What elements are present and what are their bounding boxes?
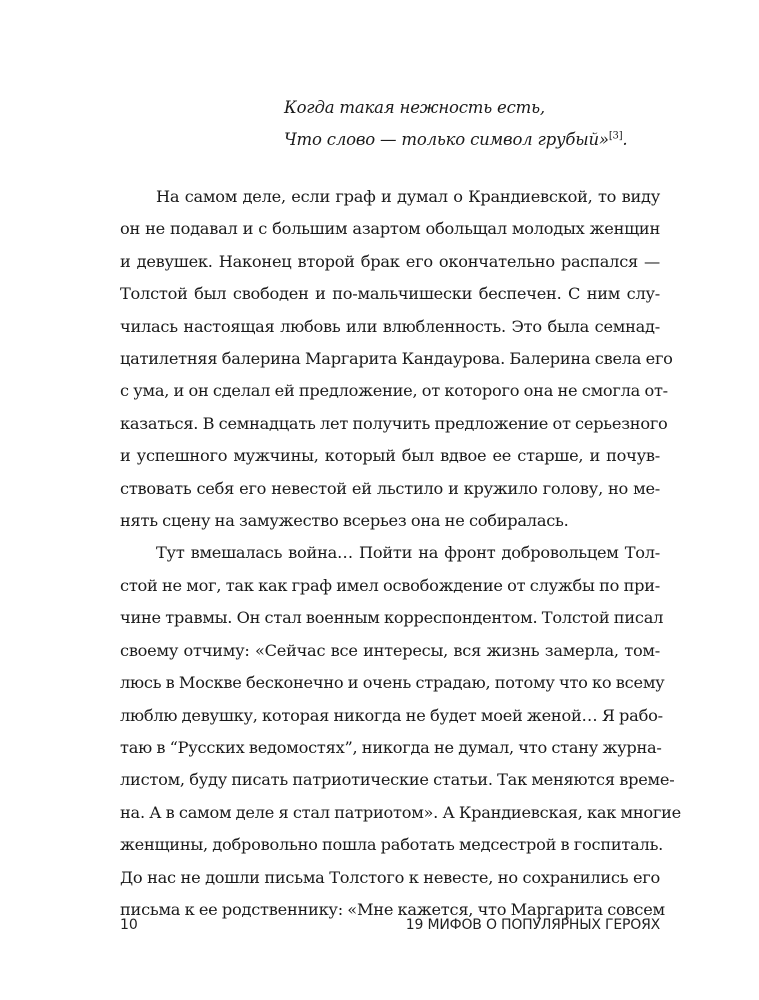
body-text — [120, 181, 682, 926]
text-line: нять сцену на замужество всерьез она не собиралась. — [120, 511, 569, 531]
text-line: на. А в самом деле я стал патриотом». А Крандиевская, как многие — [120, 802, 682, 822]
text-line: листом, буду писать патриотические статьи. Так меняются време- — [120, 770, 675, 790]
text-line: чилась настоящая любовь или влюбленность. Это была семнад- — [120, 316, 660, 336]
paragraph-1 — [120, 181, 673, 537]
poem-line-trailing: . — [622, 130, 628, 149]
page-number: 10 — [120, 917, 138, 933]
text-line: люсь в Москве бесконечно и очень страдаю, потому что ко всему — [120, 673, 665, 693]
poem-line: Когда такая нежность есть, — [284, 98, 545, 117]
text-line: таю в “Русских ведомостях”, никогда не думал, что стану журна- — [120, 737, 662, 757]
text-line: своему отчиму: «Сейчас все интересы, вся жизнь замерла, том- — [120, 640, 660, 660]
text-line: цатилетняя балерина Маргарита Кандаурова. Балерина свела его — [120, 349, 673, 369]
epigraph-poem — [284, 92, 684, 156]
poem-line-text: Что слово — только символ грубый» — [284, 130, 609, 149]
text-line: Толстой был свободен и по-мальчишески беспечен. С ним слу- — [120, 284, 660, 304]
paragraph-2 — [120, 537, 682, 926]
text-line: с ума, и он сделал ей предложение, от которого она не смогла от- — [120, 381, 668, 401]
text-line: чине травмы. Он стал военным корреспондентом. Толстой писал — [120, 608, 664, 628]
page-footer — [120, 917, 660, 941]
text-line: Тут вмешалась война… Пойти на фронт добровольцем Тол- — [156, 543, 660, 563]
text-line: На самом деле, если граф и думал о Крандиевской, то виду — [156, 187, 660, 206]
text-line: и успешного мужчины, который был вдвое ее старше, и почув- — [120, 446, 660, 466]
poem-line — [284, 124, 684, 156]
text-line: люблю девушку, которая никогда не будет моей женой… Я рабо- — [120, 705, 663, 725]
text-line: и девушек. Наконец второй брак его окончательно распался — — [120, 251, 660, 271]
text-line: ствовать себя его невестой ей льстило и кружило голову, но ме- — [120, 478, 660, 498]
text-line: он не подавал и с большим азартом обольщал молодых женщин — [120, 219, 660, 239]
text-line: женщины, добровольно пошла работать медсестрой в госпиталь. — [120, 835, 664, 855]
text-line: стой не мог, так как граф имел освобождение от службы по при- — [120, 575, 660, 595]
text-line: письма к ее родственнику: «Мне кажется, что Маргарита совсем — [120, 899, 665, 919]
text-line: До нас не дошли письма Толстого к невесте, но сохранились его — [120, 867, 660, 887]
running-title: 19 МИФОВ О ПОПУЛЯРНЫХ ГЕРОЯХ — [405, 917, 660, 933]
text-line: казаться. В семнадцать лет получить предложение от серьезного — [120, 413, 668, 433]
footnote-reference[interactable]: [3] — [608, 130, 623, 142]
